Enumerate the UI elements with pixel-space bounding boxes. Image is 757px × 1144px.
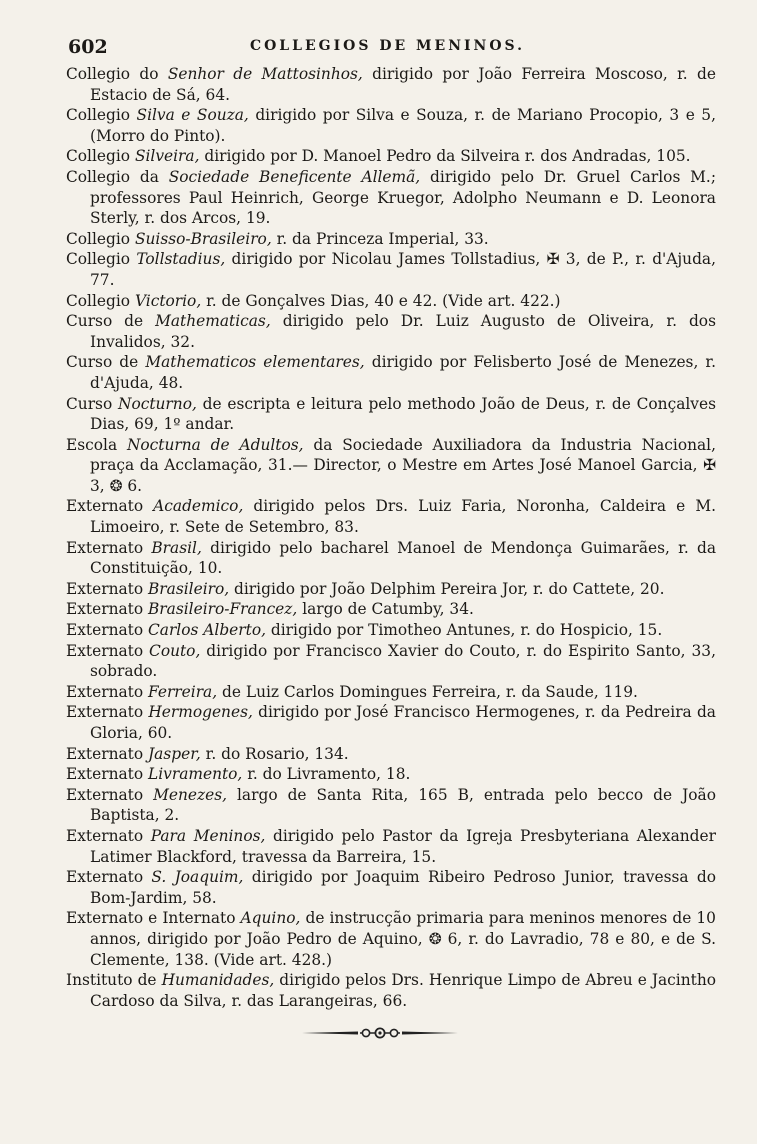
entry-prefix: Escola bbox=[66, 435, 127, 454]
entry-prefix: Externato bbox=[66, 641, 150, 660]
list-item bbox=[66, 352, 716, 393]
list-item bbox=[66, 908, 716, 970]
list-item bbox=[66, 229, 716, 250]
entry-name: Brasileiro, bbox=[148, 579, 230, 598]
entry-prefix: Instituto de bbox=[66, 971, 162, 990]
list-item bbox=[66, 496, 716, 537]
entry-name: Jasper, bbox=[148, 744, 201, 763]
entry-name: Silveira, bbox=[134, 147, 200, 166]
list-item bbox=[66, 435, 716, 497]
entry-name: Senhor de Mattosinhos, bbox=[167, 65, 363, 83]
list-item bbox=[66, 579, 716, 600]
entry-prefix: Collegio bbox=[66, 147, 135, 166]
list-item bbox=[66, 146, 716, 167]
entry-name: Carlos Alberto, bbox=[148, 621, 266, 640]
list-item bbox=[66, 249, 716, 290]
entry-name: Humanidades, bbox=[161, 971, 275, 990]
entry-name: Tollstadius, bbox=[136, 250, 226, 269]
entry-name: S. Joaquim, bbox=[151, 868, 244, 887]
list-item bbox=[66, 867, 716, 908]
entry-prefix: Collegio do bbox=[66, 65, 168, 83]
list-item bbox=[66, 538, 716, 579]
entry-details: r. de Gonçalves Dias, 40 e 42. (Vide art. 422.) bbox=[201, 291, 561, 310]
page-number: 602 bbox=[68, 36, 108, 58]
entry-name: Victorio, bbox=[134, 291, 202, 310]
list-item bbox=[66, 970, 716, 1011]
entry-name: Brasil, bbox=[151, 538, 202, 557]
entry-details: r. da Princeza Imperial, 33. bbox=[271, 229, 489, 248]
list-item bbox=[66, 826, 716, 867]
ornament-divider-icon bbox=[300, 1027, 460, 1039]
list-item bbox=[66, 167, 716, 229]
entry-details: dirigido por D. Manoel Pedro da Silveira r. dos Andradas, 105. bbox=[199, 147, 691, 166]
entry-details: dirigido pelos Drs. Henrique Limpo de Abreu e Jacintho Cardoso da Silva, r. das Larangeiras, 66. bbox=[90, 971, 716, 1010]
entry-details: dirigido pelo Pastor da Igreja Presbyteriana Alexander Latimer Blackford, travessa da Barreira, 15. bbox=[90, 826, 716, 866]
entry-name: Brasileiro-Francez, bbox=[148, 600, 298, 619]
list-item bbox=[66, 394, 716, 435]
entry-name: Academico, bbox=[153, 497, 244, 516]
entry-name: Mathematicos elementares, bbox=[145, 353, 365, 372]
entry-details: dirigido por Felisberto José de Menezes, r. d'Ajuda, 48. bbox=[90, 353, 716, 392]
entry-details: r. do Rosario, 134. bbox=[200, 744, 349, 763]
entry-prefix: Externato bbox=[66, 682, 148, 701]
entry-prefix: Externato bbox=[66, 744, 148, 763]
list-item bbox=[66, 311, 716, 352]
entry-details: dirigido pelo bacharel Manoel de Mendonça Guimarães, r. da Constituição, 10. bbox=[90, 538, 717, 578]
entry-details: de Luiz Carlos Domingues Ferreira, r. da Saude, 119. bbox=[217, 682, 638, 701]
section-title: COLLEGIOS DE MENINOS. bbox=[249, 38, 526, 54]
entry-name: Mathematicas, bbox=[155, 312, 271, 331]
entry-prefix: Collegio da bbox=[66, 167, 169, 186]
entry-details: dirigido por Timotheo Antunes, r. do Hospicio, 15. bbox=[266, 621, 663, 640]
entry-name: Silva e Souza, bbox=[136, 106, 249, 125]
entry-details: dirigido pelo Dr. Luiz Augusto de Oliveira, r. dos Invalidos, 32. bbox=[90, 312, 716, 351]
entry-details: largo de Santa Rita, 165 B, entrada pelo becco de João Baptista, 2. bbox=[90, 785, 717, 825]
entry-details: r. do Livramento, 18. bbox=[242, 765, 411, 784]
entry-prefix: Externato bbox=[66, 785, 154, 804]
list-item bbox=[66, 682, 716, 703]
entry-prefix: Externato bbox=[66, 600, 148, 619]
entry-details: dirigido por José Francisco Hermogenes, r. da Pedreira da Gloria, 60. bbox=[90, 703, 716, 742]
list-item bbox=[66, 599, 716, 620]
entry-details: dirigido por Francisco Xavier do Couto, r. do Espirito Santo, 33, sobrado. bbox=[90, 641, 716, 681]
entry-list bbox=[66, 64, 716, 1011]
entry-prefix: Externato bbox=[66, 826, 151, 845]
entry-details: dirigido por João Ferreira Moscoso, r. de Estacio de Sá, 64. bbox=[90, 65, 716, 104]
entry-prefix: Externato bbox=[66, 765, 148, 784]
entry-details: dirigido por João Delphim Pereira Jor, r. do Cattete, 20. bbox=[229, 579, 665, 598]
entry-details: de instrucção primaria para meninos menores de 10 annos, dirigido por João Pedro de Aquino, ❂ 6, r. do Lavradio, 78 e 80, e de S. Clemente, 138. (Vide art. 428.) bbox=[90, 909, 716, 969]
entry-prefix: Externato bbox=[66, 579, 148, 598]
entry-prefix: Externato bbox=[66, 868, 152, 887]
list-item bbox=[66, 620, 716, 641]
entry-prefix: Collegio bbox=[66, 106, 137, 125]
entry-prefix: Curso de bbox=[66, 353, 146, 372]
entry-prefix: Externato bbox=[66, 538, 152, 557]
list-item bbox=[66, 64, 716, 105]
entry-prefix: Curso bbox=[66, 394, 118, 413]
entry-name: Suisso-Brasileiro, bbox=[134, 229, 272, 248]
list-item bbox=[66, 764, 716, 785]
entry-name: Nocturna de Adultos, bbox=[126, 435, 304, 454]
entry-details: dirigido por Nicolau James Tollstadius, ✠ 3, de P., r. d'Ajuda, 77. bbox=[90, 250, 716, 289]
entry-prefix: Externato bbox=[66, 497, 154, 516]
entry-details: dirigido por Joaquim Ribeiro Pedroso Junior, travessa do Bom-Jardim, 58. bbox=[90, 868, 716, 907]
list-item bbox=[66, 291, 716, 312]
running-head bbox=[68, 36, 707, 58]
entry-prefix: Collegio bbox=[66, 229, 135, 248]
entry-name: Sociedade Beneficente Allemã, bbox=[168, 167, 421, 186]
list-item bbox=[66, 744, 716, 765]
list-item bbox=[66, 785, 716, 826]
entry-details: de escripta e leitura pelo methodo João de Deus, r. de Conçalves Dias, 69, 1º andar. bbox=[90, 394, 717, 434]
entry-details: dirigido pelos Drs. Luiz Faria, Noronha, Caldeira e M. Limoeiro, r. Sete de Setembro, 83. bbox=[90, 497, 716, 537]
entry-prefix: Collegio bbox=[66, 291, 135, 310]
entry-name: Menezes, bbox=[153, 785, 228, 804]
entry-prefix: Externato bbox=[66, 703, 149, 722]
list-item bbox=[66, 105, 716, 146]
entry-details: dirigido pelo Dr. Gruel Carlos M.; professores Paul Heinrich, George Kruegor, Adolpho Neumann e D. Leonora Sterly, r. dos Arcos, 19. bbox=[90, 167, 717, 228]
entry-name: Para Meninos, bbox=[150, 826, 266, 845]
entry-prefix: Collegio bbox=[66, 250, 137, 269]
entry-name: Livramento, bbox=[148, 765, 243, 784]
entry-prefix: Externato e Internato bbox=[66, 909, 241, 928]
entry-prefix: Externato bbox=[66, 621, 148, 640]
entry-prefix: Curso de bbox=[66, 312, 156, 331]
list-item bbox=[66, 641, 716, 682]
entry-name: Ferreira, bbox=[148, 682, 218, 701]
entry-details: dirigido por Silva e Souza, r. de Mariano Procopio, 3 e 5, (Morro do Pinto). bbox=[90, 106, 716, 145]
list-item bbox=[66, 702, 716, 743]
ornament-divider bbox=[300, 1027, 460, 1039]
entry-name: Aquino, bbox=[240, 909, 301, 928]
entry-name: Hermogenes, bbox=[148, 703, 253, 722]
entry-name: Nocturno, bbox=[117, 394, 197, 413]
entry-details: largo de Catumby, 34. bbox=[297, 600, 474, 619]
entry-details: da Sociedade Auxiliadora da Industria Nacional, praça da Acclamação, 31.— Director, o Mestre em Artes José Manoel Garcia, ✠ 3, ❂ 6. bbox=[90, 435, 716, 495]
entry-name: Couto, bbox=[149, 641, 201, 660]
